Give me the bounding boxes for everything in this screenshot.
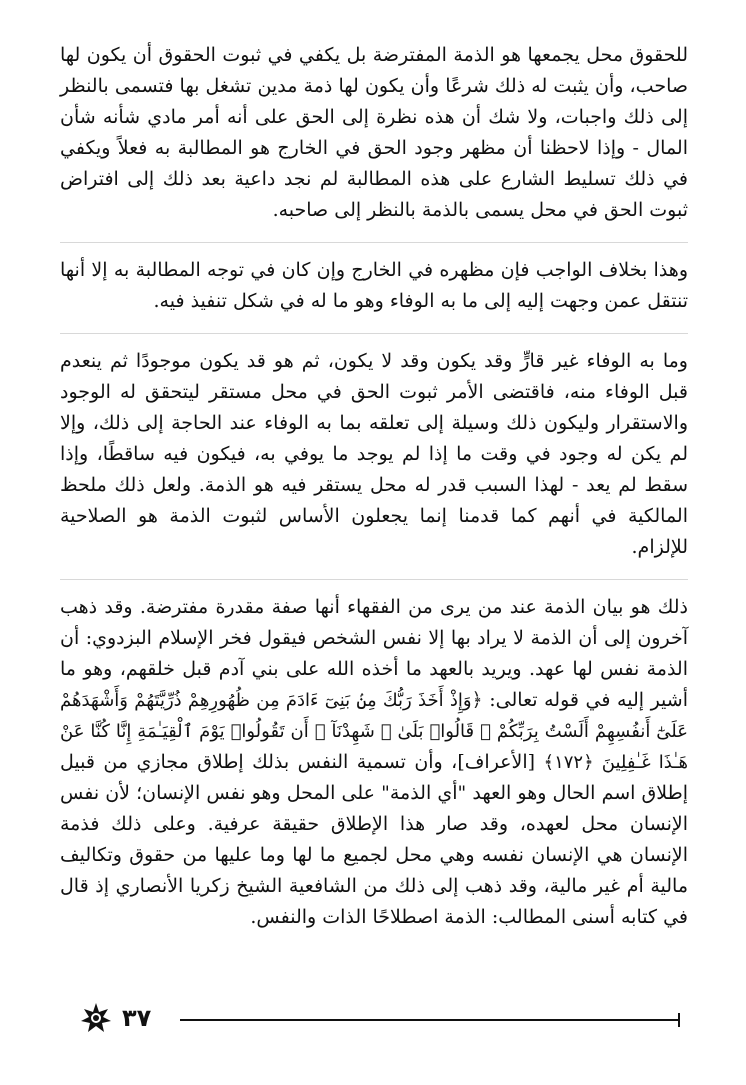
paragraph-4-intro: ذلك هو بيان الذمة عند من يرى من الفقهاء أنها صفة مقدرة مفترضة. وقد ذهب آخرون إلى أن الذمة لا يراد بها إلا نفس الشخص فيقول فخر الإسلام البزدوي: أن الذمة نفس لها عهد. ويريد بالعهد ما أخذه الله على بني آدم قبل خلقهم، وهو ما أشير إليه في قوله تعالى:: [60, 596, 688, 711]
paragraph-1: للحقوق محل يجمعها هو الذمة المفترضة بل يكفي في ثبوت الحقوق أن يكون لها صاحب، وأن يثبت له ذلك شرعًا وأن يكون لها ذمة مدين تشغل بها فتسمى بالنظر إلى ذلك واجبات، ولا شك أن هذه نظرة إلى الحق على أنه أمر مادي شأنه شأن المال - وإذا لاحظنا أن مظهر وجود الحق في الخارج هو المطالبة به فعلاً ويكفي في ذلك تسليط الشارع على هذه المطالبة لم نجد داعية بعد ذلك إلى افتراض ثبوت الحق في محل يسمى بالذمة بالنظر إلى صاحبه.: [60, 44, 688, 221]
footer-rule: [180, 1019, 680, 1021]
decorative-star-ornament-icon: [80, 1002, 112, 1034]
quran-verse: وَإِذْ أَخَذَ رَبُّكَ مِنۢ بَنِىٓ ءَادَمَ مِن ظُهُورِهِمْ ذُرِّيَّتَهُمْ وَأَشْهَدَهُمْ عَلَىٰٓ أَنفُسِهِمْ أَلَسْتُ بِرَبِّكُمْ ۖ قَالُوا۟ بَلَىٰ ۛ شَهِدْنَآ ۛ أَن تَقُولُوا۟ يَوْمَ ٱلْقِيَـٰمَةِ إِنَّا كُنَّا عَنْ هَـٰذَا غَـٰفِلِينَ ﴿١٧٢﴾: [60, 690, 688, 773]
verse-open-bracket: ﴿: [471, 689, 483, 711]
paragraph-2: وهذا بخلاف الواجب فإن مظهره في الخارج وإن كان في توجه المطالبة به إلا أنها تنتقل عمن وجهت إليه إلى ما به الوفاء وهو ما له في شكل تنفيذ فيه.: [60, 242, 688, 317]
paragraph-3: وما به الوفاء غير قارٍّ وقد يكون وقد لا يكون، ثم هو قد يكون موجودًا ثم ينعدم قبل الوفاء منه، فاقتضى الأمر ثبوت الحق في محل مستقر ليتحقق له الوجود والاستقرار وليكون ذلك وسيلة إلى تعلقه بما به الوفاء عند الحاجة إلى ذلك، وإلا لم يكن له وجود في وقت ما إذا لم يوجد ما يوفي به، فيكون فيه ساقطًا، وإذا سقط لم يعد - لهذا السبب قدر له محل يستقر فيه هو الذمة. ولعل ذلك ملحظ المالكية في أنهم كما قدمنا إنما يجعلون الأساس لثبوت الذمة هو الصلاحية للإلزام.: [60, 333, 688, 563]
verse-reference: [الأعراف]: [457, 751, 536, 773]
page-content: [60, 40, 688, 949]
page-number: ٣٧: [122, 1004, 152, 1032]
page-footer: [80, 1000, 680, 1040]
paragraph-4: [60, 579, 688, 933]
footer-rule-end: [678, 1013, 680, 1027]
paragraph-4-continuation: ، وأن تسمية النفس بذلك إطلاق مجازي من قبيل إطلاق اسم الحال وهو العهد "أي الذمة" على المحل وهو نفس الإنسان؛ لأن نفس الإنسان محل لعهده، وقد صار هذا الإطلاق حقيقة عرفية. وعلى ذلك فذمة الإنسان هي الإنسان نفسه وهي محل لجميع ما لها وما عليها من حقوق وتكاليف مالية أم غير مالية، وقد ذهب إلى ذلك من الشافعية الشيخ زكريا الأنصاري إذ قال في كتابه أسنى المطالب: الذمة اصطلاحًا الذات والنفس.: [60, 751, 688, 928]
